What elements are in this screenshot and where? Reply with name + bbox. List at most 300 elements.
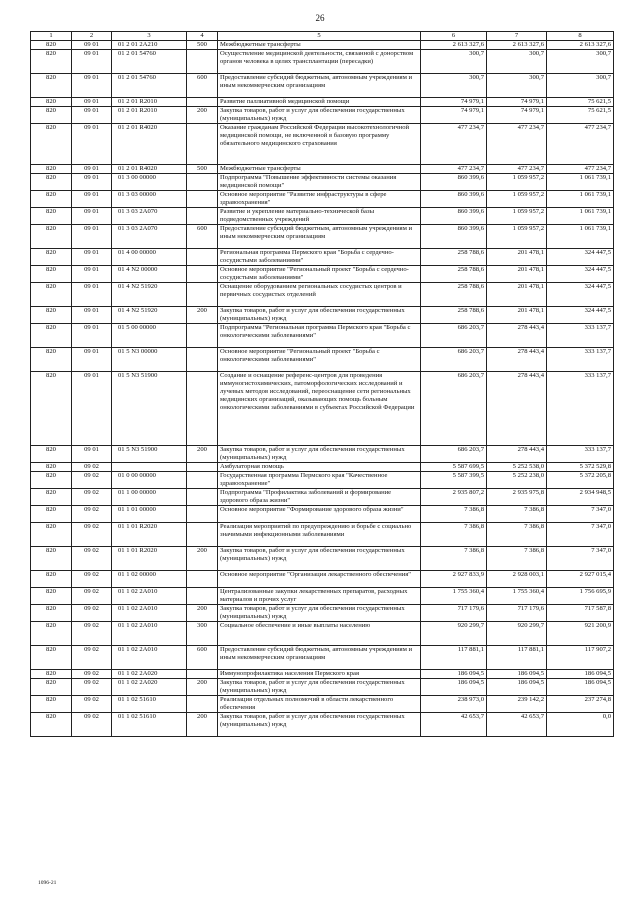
cell-name: Централизованные закупки лекарственных препаратов, расходных материалов и прочих услуг (218, 588, 421, 605)
cell-sum-2022: 74 979,1 (421, 98, 487, 107)
cell-sum-2023: 201 478,1 (487, 283, 547, 307)
cell-sum-2022: 2 927 833,9 (421, 571, 487, 588)
table-row (31, 191, 614, 208)
cell-name: Развитие и укрепление материально-технической базы подведомственных учреждений (218, 208, 421, 225)
table-row (31, 74, 614, 98)
cell-sum-2024: 0,0 (547, 713, 614, 737)
table-row (31, 174, 614, 191)
cell-sum-2023: 2 928 003,1 (487, 571, 547, 588)
cell-target-code: 01 5 N3 00000 (112, 348, 187, 372)
cell-name: Межбюджетные трансферты (218, 165, 421, 174)
cell-sum-2023: 1 059 957,2 (487, 174, 547, 191)
cell-sum-2023: 7 386,8 (487, 506, 547, 523)
cell-sum-2023: 1 059 957,2 (487, 225, 547, 249)
table-row (31, 463, 614, 472)
table-row (31, 523, 614, 547)
cell-target-code: 01 3 03 2A070 (112, 208, 187, 225)
cell-sum-2022: 186 094,5 (421, 670, 487, 679)
cell-sum-2022: 860 399,6 (421, 174, 487, 191)
cell-sum-2023: 717 179,6 (487, 605, 547, 622)
cell-sum-2024: 333 137,7 (547, 324, 614, 348)
cell-sum-2023: 117 881,1 (487, 646, 547, 670)
cell-expense-type (187, 98, 218, 107)
column-header: 1 (31, 32, 72, 41)
cell-sum-2023: 201 478,1 (487, 307, 547, 324)
cell-gr: 820 (31, 670, 72, 679)
cell-target-code: 01 4 N2 51920 (112, 307, 187, 324)
cell-sum-2023: 1 059 957,2 (487, 191, 547, 208)
table-row (31, 679, 614, 696)
table-row (31, 372, 614, 446)
cell-sum-2024: 324 447,5 (547, 307, 614, 324)
cell-sum-2022: 5 587 699,5 (421, 463, 487, 472)
cell-section: 09 02 (72, 605, 112, 622)
cell-name: Основное мероприятие "Организация лекарственного обеспечения" (218, 571, 421, 588)
cell-section: 09 02 (72, 571, 112, 588)
cell-sum-2024: 7 347,0 (547, 547, 614, 571)
cell-section: 09 01 (72, 446, 112, 463)
table-row (31, 107, 614, 124)
cell-target-code: 01 1 02 2A010 (112, 605, 187, 622)
cell-sum-2022: 686 203,7 (421, 446, 487, 463)
cell-sum-2024: 324 447,5 (547, 266, 614, 283)
cell-expense-type: 500 (187, 41, 218, 50)
cell-expense-type (187, 696, 218, 713)
cell-expense-type: 200 (187, 605, 218, 622)
cell-sum-2024: 2 927 015,4 (547, 571, 614, 588)
cell-expense-type: 500 (187, 165, 218, 174)
cell-gr: 820 (31, 348, 72, 372)
cell-gr: 820 (31, 506, 72, 523)
table-row (31, 696, 614, 713)
column-header: 2 (72, 32, 112, 41)
cell-sum-2022: 258 788,6 (421, 249, 487, 266)
cell-target-code: 01 1 02 2A020 (112, 670, 187, 679)
cell-sum-2022: 186 094,5 (421, 679, 487, 696)
table-row (31, 50, 614, 74)
cell-sum-2022: 117 881,1 (421, 646, 487, 670)
cell-target-code: 01 2 01 2A210 (112, 41, 187, 50)
cell-gr: 820 (31, 571, 72, 588)
cell-sum-2022: 7 386,8 (421, 547, 487, 571)
cell-sum-2023: 7 386,8 (487, 547, 547, 571)
cell-section: 09 01 (72, 124, 112, 165)
cell-gr: 820 (31, 472, 72, 489)
cell-section: 09 01 (72, 191, 112, 208)
cell-name: Основное мероприятие "Формирование здорового образа жизни" (218, 506, 421, 523)
cell-expense-type (187, 463, 218, 472)
table-row (31, 165, 614, 174)
cell-sum-2022: 477 234,7 (421, 165, 487, 174)
cell-expense-type (187, 472, 218, 489)
cell-sum-2024: 477 234,7 (547, 124, 614, 165)
cell-section: 09 01 (72, 74, 112, 98)
cell-sum-2022: 686 203,7 (421, 372, 487, 446)
table-row (31, 41, 614, 50)
cell-expense-type (187, 249, 218, 266)
cell-gr: 820 (31, 50, 72, 74)
table-row (31, 571, 614, 588)
cell-gr: 820 (31, 646, 72, 670)
cell-sum-2024: 75 621,5 (547, 98, 614, 107)
cell-section: 09 02 (72, 547, 112, 571)
cell-sum-2023: 477 234,7 (487, 124, 547, 165)
cell-name: Государственная программа Пермского края "Качественное здравоохранение" (218, 472, 421, 489)
cell-gr: 820 (31, 523, 72, 547)
cell-section: 09 01 (72, 266, 112, 283)
cell-sum-2024: 717 587,8 (547, 605, 614, 622)
cell-sum-2024: 1 061 739,1 (547, 225, 614, 249)
cell-section: 09 01 (72, 225, 112, 249)
cell-name: Оказание гражданам Российской Федерации высокотехнологичной медицинской помощи, не включенной в базовую программу обязательного медицинского страхования (218, 124, 421, 165)
cell-target-code: 01 5 N3 51900 (112, 446, 187, 463)
table-row (31, 324, 614, 348)
column-header: 3 (112, 32, 187, 41)
cell-sum-2022: 74 979,1 (421, 107, 487, 124)
cell-expense-type (187, 174, 218, 191)
cell-section: 09 01 (72, 41, 112, 50)
cell-section: 09 01 (72, 208, 112, 225)
cell-name: Социальное обеспечение и иные выплаты населению (218, 622, 421, 646)
cell-name: Оснащение оборудованием региональных сосудистых центров и первичных сосудистых отделений (218, 283, 421, 307)
table-row (31, 208, 614, 225)
cell-target-code: 01 4 00 00000 (112, 249, 187, 266)
cell-section: 09 01 (72, 324, 112, 348)
cell-gr: 820 (31, 266, 72, 283)
cell-sum-2023: 278 443,4 (487, 324, 547, 348)
cell-sum-2023: 239 142,2 (487, 696, 547, 713)
cell-name: Подпрограмма "Профилактика заболеваний и формирование здорового образа жизни" (218, 489, 421, 506)
cell-name: Подпрограмма "Повышение эффективности системы оказания медицинской помощи" (218, 174, 421, 191)
cell-section: 09 01 (72, 107, 112, 124)
cell-sum-2022: 2 613 327,6 (421, 41, 487, 50)
cell-section: 09 02 (72, 670, 112, 679)
cell-sum-2023: 201 478,1 (487, 249, 547, 266)
cell-name: Иммунопрофилактика населения Пермского края (218, 670, 421, 679)
cell-sum-2022: 238 973,0 (421, 696, 487, 713)
table-row (31, 472, 614, 489)
cell-expense-type (187, 124, 218, 165)
cell-sum-2024: 2 613 327,6 (547, 41, 614, 50)
cell-gr: 820 (31, 41, 72, 50)
cell-expense-type (187, 588, 218, 605)
cell-section: 09 02 (72, 646, 112, 670)
cell-expense-type: 200 (187, 107, 218, 124)
column-header: 4 (187, 32, 218, 41)
cell-sum-2023: 186 094,5 (487, 670, 547, 679)
cell-gr: 820 (31, 696, 72, 713)
column-header: 5 (218, 32, 421, 41)
cell-section: 09 02 (72, 472, 112, 489)
table-row (31, 489, 614, 506)
cell-sum-2023: 300,7 (487, 74, 547, 98)
cell-sum-2024: 186 094,5 (547, 679, 614, 696)
cell-expense-type (187, 50, 218, 74)
cell-target-code: 01 4 N2 00000 (112, 266, 187, 283)
cell-section: 09 01 (72, 307, 112, 324)
cell-target-code: 01 1 00 00000 (112, 489, 187, 506)
cell-sum-2023: 201 478,1 (487, 266, 547, 283)
table-row (31, 266, 614, 283)
cell-sum-2024: 333 137,7 (547, 348, 614, 372)
footer-code: 1096-21 (38, 880, 57, 886)
cell-sum-2024: 300,7 (547, 74, 614, 98)
cell-sum-2024: 1 061 739,1 (547, 174, 614, 191)
cell-target-code (112, 463, 187, 472)
table-row (31, 283, 614, 307)
cell-target-code: 01 1 02 51610 (112, 713, 187, 737)
cell-expense-type (187, 348, 218, 372)
cell-gr: 820 (31, 174, 72, 191)
column-header: 6 (421, 32, 487, 41)
cell-name: Закупка товаров, работ и услуг для обеспечения государственных (муниципальных) нужд (218, 679, 421, 696)
cell-sum-2024: 333 137,7 (547, 446, 614, 463)
cell-target-code: 01 2 01 R4020 (112, 165, 187, 174)
cell-name: Подпрограмма "Региональная программа Пермского края "Борьба с онкологическими заболеваниями" (218, 324, 421, 348)
cell-gr: 820 (31, 208, 72, 225)
cell-sum-2023: 2 935 975,8 (487, 489, 547, 506)
cell-sum-2024: 921 200,9 (547, 622, 614, 646)
cell-name: Амбулаторная помощь (218, 463, 421, 472)
table-row (31, 605, 614, 622)
cell-name: Основное мероприятие "Развитие инфраструктуры в сфере здравоохранения" (218, 191, 421, 208)
table-row (31, 446, 614, 463)
cell-expense-type (187, 372, 218, 446)
cell-target-code: 01 5 00 00000 (112, 324, 187, 348)
cell-sum-2023: 477 234,7 (487, 165, 547, 174)
cell-gr: 820 (31, 588, 72, 605)
cell-gr: 820 (31, 165, 72, 174)
column-header: 7 (487, 32, 547, 41)
cell-expense-type: 200 (187, 547, 218, 571)
cell-gr: 820 (31, 283, 72, 307)
cell-expense-type (187, 571, 218, 588)
cell-target-code: 01 3 03 2A070 (112, 225, 187, 249)
cell-expense-type: 300 (187, 622, 218, 646)
cell-gr: 820 (31, 622, 72, 646)
cell-sum-2022: 860 399,6 (421, 191, 487, 208)
cell-sum-2023: 42 653,7 (487, 713, 547, 737)
table-row (31, 225, 614, 249)
column-header: 8 (547, 32, 614, 41)
cell-expense-type (187, 670, 218, 679)
cell-sum-2022: 2 935 807,2 (421, 489, 487, 506)
cell-gr: 820 (31, 307, 72, 324)
cell-sum-2024: 117 907,2 (547, 646, 614, 670)
cell-sum-2023: 74 979,1 (487, 107, 547, 124)
cell-sum-2023: 5 252 238,0 (487, 472, 547, 489)
cell-target-code: 01 3 00 00000 (112, 174, 187, 191)
cell-sum-2022: 477 234,7 (421, 124, 487, 165)
cell-section: 09 02 (72, 588, 112, 605)
cell-sum-2024: 237 274,8 (547, 696, 614, 713)
table-row (31, 547, 614, 571)
cell-section: 09 01 (72, 372, 112, 446)
cell-sum-2024: 1 061 739,1 (547, 208, 614, 225)
cell-section: 09 01 (72, 50, 112, 74)
cell-section: 09 02 (72, 463, 112, 472)
cell-sum-2023: 278 443,4 (487, 372, 547, 446)
cell-sum-2024: 300,7 (547, 50, 614, 74)
cell-sum-2022: 860 399,6 (421, 225, 487, 249)
cell-sum-2023: 278 443,4 (487, 446, 547, 463)
cell-name: Предоставление субсидий бюджетным, автономным учреждениям и иным некоммерческим организациям (218, 646, 421, 670)
cell-target-code: 01 1 01 R2020 (112, 523, 187, 547)
cell-sum-2023: 7 386,8 (487, 523, 547, 547)
cell-expense-type: 200 (187, 713, 218, 737)
cell-section: 09 01 (72, 174, 112, 191)
cell-target-code: 01 2 01 R4020 (112, 124, 187, 165)
cell-name: Основное мероприятие "Региональный проект "Борьба с онкологическими заболеваниями" (218, 348, 421, 372)
cell-expense-type: 200 (187, 446, 218, 463)
cell-name: Создание и оснащение референс-центров для проведения иммуногистохимических, патоморфологических исследований и лучевых методов исследований, переоснащение сети региональных медицинских организаций, оказывающих помощь больным онкологическими заболеваниями в субъектах Российской Федерации (218, 372, 421, 446)
cell-target-code: 01 1 02 2A020 (112, 679, 187, 696)
cell-section: 09 01 (72, 249, 112, 266)
cell-sum-2024: 333 137,7 (547, 372, 614, 446)
cell-name: Реализация отдельных полномочий в области лекарственного обеспечения (218, 696, 421, 713)
cell-section: 09 01 (72, 348, 112, 372)
cell-sum-2023: 1 755 360,4 (487, 588, 547, 605)
table-row (31, 588, 614, 605)
cell-sum-2024: 1 756 695,9 (547, 588, 614, 605)
cell-gr: 820 (31, 679, 72, 696)
cell-sum-2022: 300,7 (421, 74, 487, 98)
cell-name: Реализация мероприятий по предупреждению и борьбе с социально значимыми инфекционными заболеваниями (218, 523, 421, 547)
cell-gr: 820 (31, 547, 72, 571)
cell-expense-type: 200 (187, 307, 218, 324)
cell-sum-2022: 717 179,6 (421, 605, 487, 622)
cell-target-code: 01 1 02 2A010 (112, 622, 187, 646)
cell-name: Закупка товаров, работ и услуг для обеспечения государственных (муниципальных) нужд (218, 713, 421, 737)
table-header-row (31, 32, 614, 41)
cell-target-code: 01 1 02 2A010 (112, 646, 187, 670)
cell-target-code: 01 1 02 51610 (112, 696, 187, 713)
table-row (31, 124, 614, 165)
cell-sum-2022: 7 386,8 (421, 506, 487, 523)
cell-name: Предоставление субсидий бюджетным, автономным учреждениям и иным некоммерческим организациям (218, 74, 421, 98)
cell-expense-type: 600 (187, 646, 218, 670)
cell-name: Осуществление медицинской деятельности, связанной с донорством органов человека в целях трансплантации (пересадки) (218, 50, 421, 74)
cell-target-code: 01 2 01 54760 (112, 50, 187, 74)
cell-section: 09 02 (72, 679, 112, 696)
cell-sum-2023: 5 252 538,0 (487, 463, 547, 472)
cell-sum-2024: 477 234,7 (547, 165, 614, 174)
cell-gr: 820 (31, 124, 72, 165)
page-number: 26 (315, 13, 325, 23)
cell-target-code: 01 0 00 00000 (112, 472, 187, 489)
cell-section: 09 02 (72, 622, 112, 646)
cell-sum-2023: 1 059 957,2 (487, 208, 547, 225)
cell-section: 09 02 (72, 696, 112, 713)
cell-sum-2022: 1 755 360,4 (421, 588, 487, 605)
cell-gr: 820 (31, 446, 72, 463)
cell-name: Межбюджетные трансферты (218, 41, 421, 50)
cell-sum-2022: 258 788,6 (421, 283, 487, 307)
cell-gr: 820 (31, 324, 72, 348)
cell-expense-type (187, 191, 218, 208)
cell-section: 09 02 (72, 506, 112, 523)
cell-sum-2024: 7 347,0 (547, 506, 614, 523)
budget-table (30, 31, 614, 737)
cell-section: 09 01 (72, 98, 112, 107)
cell-expense-type (187, 283, 218, 307)
cell-name: Закупка товаров, работ и услуг для обеспечения государственных (муниципальных) нужд (218, 547, 421, 571)
cell-sum-2022: 42 653,7 (421, 713, 487, 737)
cell-sum-2024: 1 061 739,1 (547, 191, 614, 208)
cell-sum-2023: 920 299,7 (487, 622, 547, 646)
cell-sum-2024: 324 447,5 (547, 249, 614, 266)
cell-sum-2022: 686 203,7 (421, 324, 487, 348)
cell-sum-2022: 5 587 399,5 (421, 472, 487, 489)
cell-section: 09 01 (72, 165, 112, 174)
cell-section: 09 02 (72, 489, 112, 506)
cell-sum-2022: 300,7 (421, 50, 487, 74)
cell-target-code: 01 5 N3 51900 (112, 372, 187, 446)
cell-target-code: 01 2 01 R2010 (112, 98, 187, 107)
cell-sum-2023: 186 094,5 (487, 679, 547, 696)
cell-expense-type: 600 (187, 74, 218, 98)
cell-sum-2022: 686 203,7 (421, 348, 487, 372)
cell-target-code: 01 3 03 00000 (112, 191, 187, 208)
cell-gr: 820 (31, 489, 72, 506)
cell-name: Закупка товаров, работ и услуг для обеспечения государственных (муниципальных) нужд (218, 307, 421, 324)
cell-sum-2022: 920 299,7 (421, 622, 487, 646)
table-row (31, 670, 614, 679)
cell-gr: 820 (31, 191, 72, 208)
cell-name: Закупка товаров, работ и услуг для обеспечения государственных (муниципальных) нужд (218, 446, 421, 463)
cell-name: Развитие паллиативной медицинской помощи (218, 98, 421, 107)
table-row (31, 646, 614, 670)
cell-expense-type (187, 506, 218, 523)
cell-name: Закупка товаров, работ и услуг для обеспечения государственных (муниципальных) нужд (218, 605, 421, 622)
cell-sum-2023: 74 979,1 (487, 98, 547, 107)
cell-gr: 820 (31, 713, 72, 737)
cell-gr: 820 (31, 372, 72, 446)
table-row (31, 98, 614, 107)
cell-sum-2022: 7 386,8 (421, 523, 487, 547)
cell-expense-type: 200 (187, 679, 218, 696)
cell-sum-2022: 860 399,6 (421, 208, 487, 225)
cell-gr: 820 (31, 107, 72, 124)
cell-sum-2024: 186 094,5 (547, 670, 614, 679)
cell-target-code: 01 2 01 R2010 (112, 107, 187, 124)
cell-name: Основное мероприятие "Региональный проект "Борьба с сердечно-сосудистыми заболеваниями" (218, 266, 421, 283)
cell-target-code: 01 4 N2 51920 (112, 283, 187, 307)
table-row (31, 506, 614, 523)
cell-expense-type (187, 489, 218, 506)
table-row (31, 307, 614, 324)
table-row (31, 713, 614, 737)
cell-sum-2024: 5 372 529,8 (547, 463, 614, 472)
cell-sum-2024: 324 447,5 (547, 283, 614, 307)
cell-target-code: 01 1 02 2A010 (112, 588, 187, 605)
cell-sum-2022: 258 788,6 (421, 307, 487, 324)
cell-sum-2022: 258 788,6 (421, 266, 487, 283)
cell-expense-type: 600 (187, 225, 218, 249)
cell-sum-2024: 5 372 205,8 (547, 472, 614, 489)
cell-gr: 820 (31, 463, 72, 472)
cell-sum-2023: 2 613 327,6 (487, 41, 547, 50)
cell-sum-2024: 75 621,5 (547, 107, 614, 124)
cell-name: Закупка товаров, работ и услуг для обеспечения государственных (муниципальных) нужд (218, 107, 421, 124)
table-row (31, 622, 614, 646)
cell-target-code: 01 1 01 R2020 (112, 547, 187, 571)
cell-section: 09 02 (72, 523, 112, 547)
cell-expense-type (187, 523, 218, 547)
cell-name: Региональная программа Пермского края "Борьба с сердечно-сосудистыми заболеваниями" (218, 249, 421, 266)
cell-target-code: 01 2 01 54760 (112, 74, 187, 98)
cell-gr: 820 (31, 249, 72, 266)
